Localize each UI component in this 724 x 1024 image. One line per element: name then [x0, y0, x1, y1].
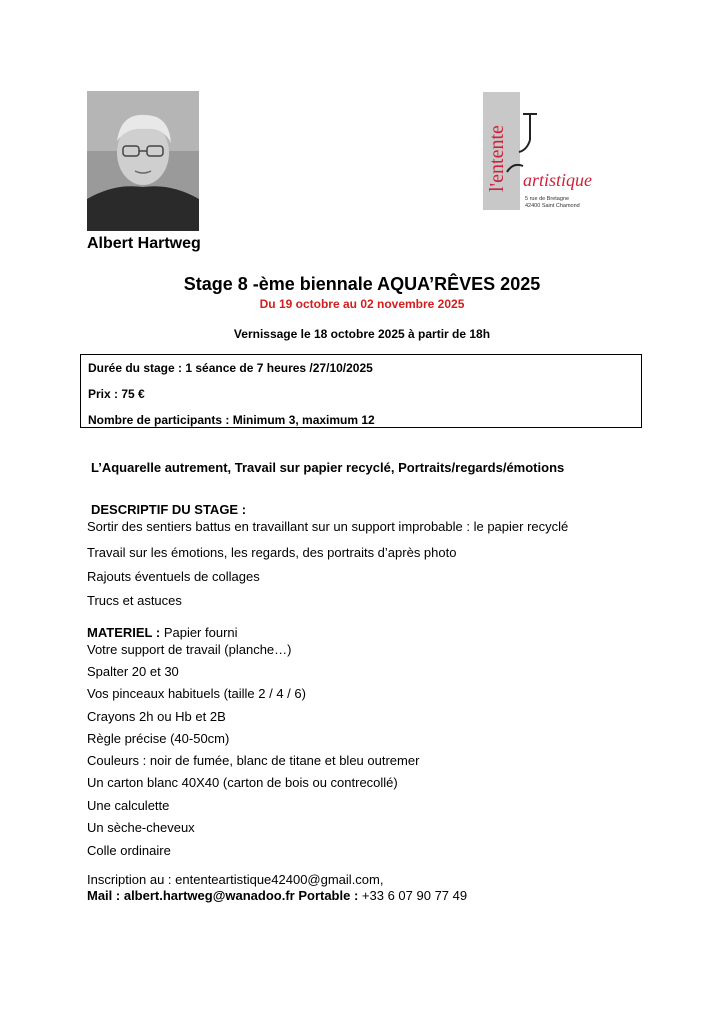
logo-word-bottom: artistique [523, 170, 593, 190]
descriptif-line: Sortir des sentiers battus en travaillant sur un support improbable : le papier recyclé [87, 519, 569, 534]
mail-row [87, 888, 467, 903]
materiel-item: Colle ordinaire [87, 843, 171, 858]
descriptif-line: Rajouts éventuels de collages [87, 569, 260, 584]
descriptif-line: Trucs et astuces [87, 593, 182, 608]
portable-label: Portable : [298, 888, 359, 903]
materiel-item: Un carton blanc 40X40 (carton de bois ou contrecollé) [87, 775, 398, 790]
vernissage-line: Vernissage le 18 octobre 2025 à partir de 18h [233, 327, 491, 341]
materiel-item: Un sèche-cheveux [87, 820, 195, 835]
page-title: Stage 8 -ème biennale AQUA’RÊVES 2025 [183, 274, 541, 294]
logo-word-top: l'entente [486, 125, 508, 192]
prix-line: Prix : 75 € [88, 387, 145, 401]
entente-artistique-logo [483, 92, 618, 212]
author-name: Albert Hartweg [87, 235, 201, 252]
materiel-item: Spalter 20 et 30 [87, 664, 179, 679]
descriptif-heading: DESCRIPTIF DU STAGE : [91, 502, 247, 517]
info-box [80, 354, 642, 428]
participants-line: Nombre de participants : Minimum 3, maximum 12 [88, 413, 375, 427]
materiel-item: Couleurs : noir de fumée, blanc de titane et bleu outremer [87, 753, 420, 768]
materiel-header-row [87, 625, 238, 640]
descriptif-line: Travail sur les émotions, les regards, des portraits d’après photo [87, 545, 457, 560]
mail-label: Mail : albert.hartweg@wanadoo.fr [87, 888, 295, 903]
materiel-item: Crayons 2h ou Hb et 2B [87, 709, 226, 724]
materiel-item: Règle précise (40-50cm) [87, 731, 230, 746]
portrait-image [87, 91, 199, 231]
materiel-item: Votre support de travail (planche…) [87, 642, 292, 657]
materiel-item: Une calculette [87, 798, 170, 813]
inscription-line: Inscription au : ententeartistique42400@gmail.com, [87, 872, 384, 887]
author-photo [87, 91, 199, 231]
materiel-heading: MATERIEL : [87, 625, 161, 640]
stage-subtitle: L’Aquarelle autrement, Travail sur papier recyclé, Portraits/regards/émotions [91, 460, 565, 475]
materiel-item: Vos pinceaux habituels (taille 2 / 4 / 6) [87, 686, 306, 701]
logo-graphic [483, 92, 618, 212]
materiel-first-item: Papier fourni [163, 625, 238, 640]
portable-value: +33 6 07 90 77 49 [361, 888, 468, 903]
logo-address-line2: 42400 Saint Chamond [525, 203, 580, 209]
duree-line: Durée du stage : 1 séance de 7 heures /27/10/2025 [88, 361, 373, 375]
stage-dates: Du 19 octobre au 02 novembre 2025 [259, 297, 465, 311]
logo-address-line1: 5 rue de Bretagne [525, 196, 570, 202]
